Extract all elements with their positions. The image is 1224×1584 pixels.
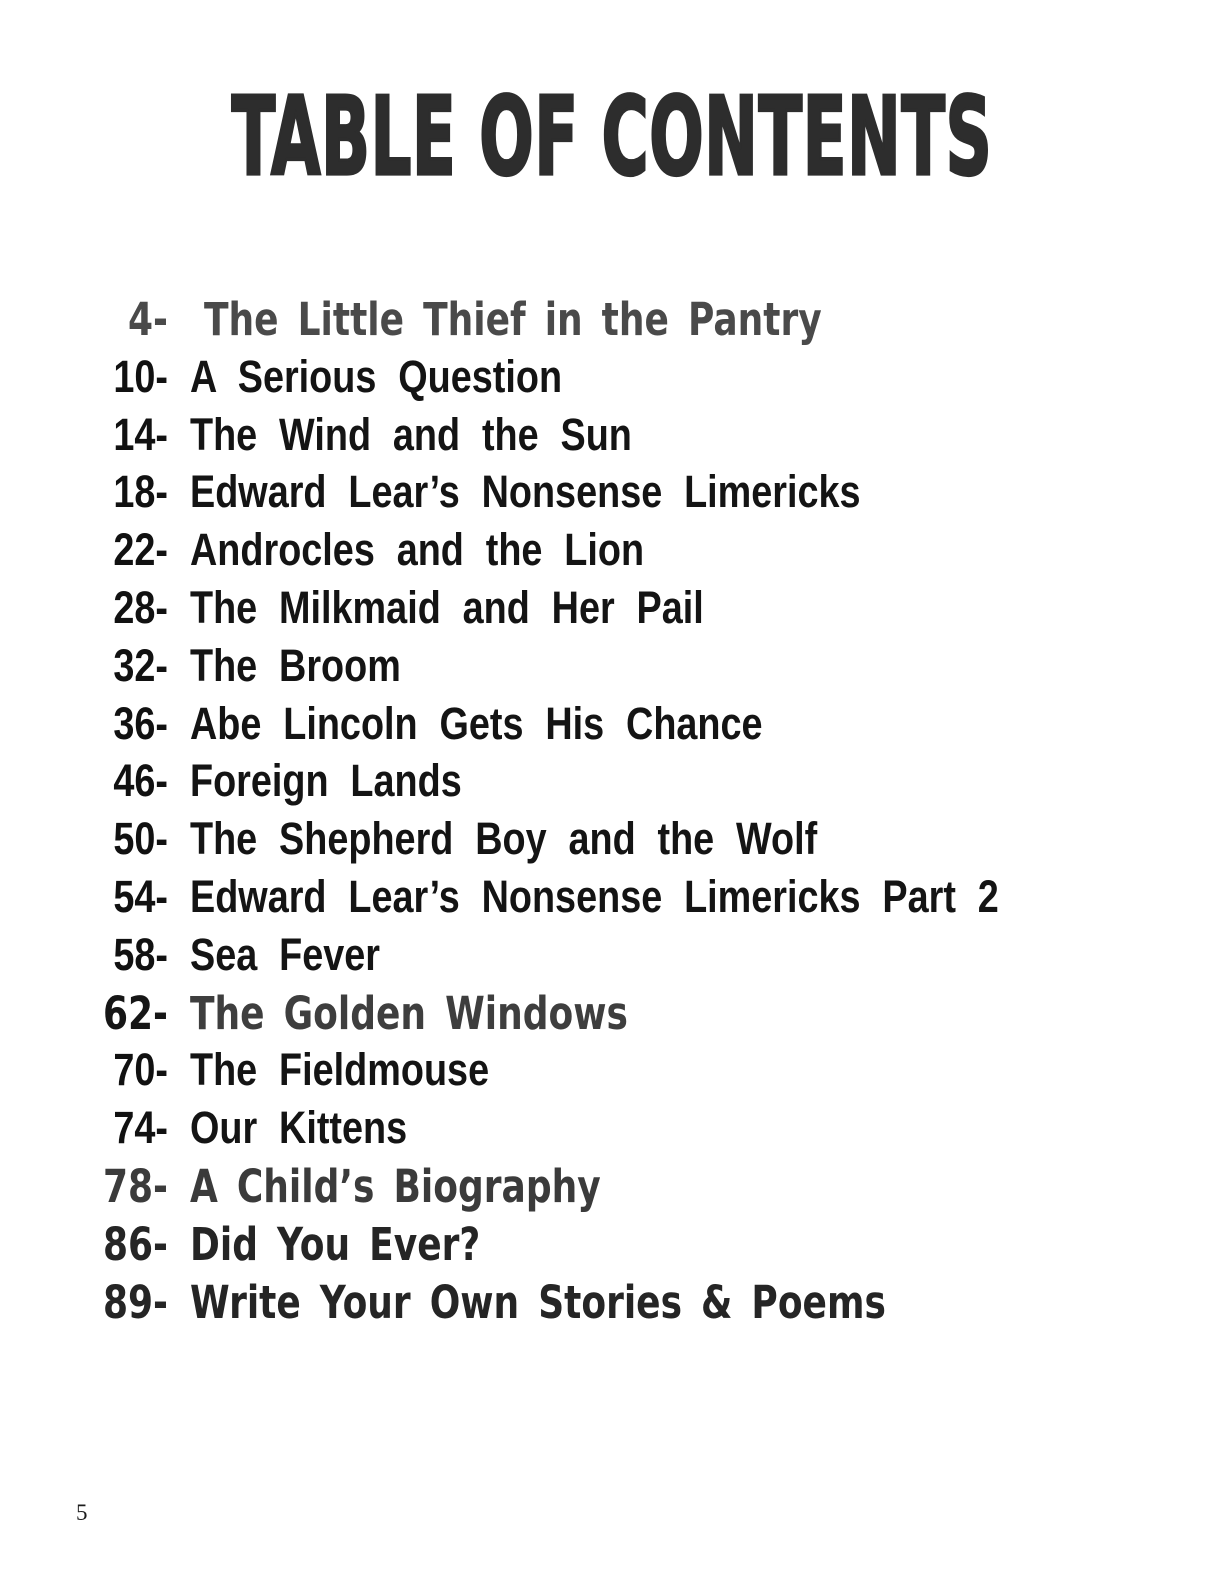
toc-entry-page-number: 4- bbox=[128, 293, 168, 346]
toc-entry-title: The Shepherd Boy and the Wolf bbox=[190, 813, 818, 865]
toc-entry bbox=[84, 351, 1194, 409]
toc-entry-page-number: 89- bbox=[102, 1275, 168, 1329]
toc-entry bbox=[84, 582, 1194, 640]
toc-entry bbox=[84, 409, 1194, 467]
toc-entry-page-number: 54- bbox=[113, 870, 168, 922]
toc-entry-title: Our Kittens bbox=[190, 1102, 408, 1154]
toc-entry-title: Sea Fever bbox=[190, 928, 380, 980]
toc-entry bbox=[84, 813, 1194, 871]
toc-entry-page-number: 74- bbox=[113, 1102, 168, 1154]
toc-entry-title: Write Your Own Stories & Poems bbox=[190, 1275, 886, 1329]
toc-entry-page-number: 86- bbox=[102, 1217, 168, 1271]
toc-entry-page-number: 50- bbox=[113, 813, 168, 865]
toc-entry-title: A Serious Question bbox=[190, 350, 563, 402]
toc-entry bbox=[84, 698, 1194, 756]
toc-entry bbox=[84, 640, 1194, 698]
toc-entry bbox=[84, 755, 1194, 813]
toc-entry bbox=[84, 1044, 1194, 1102]
toc-entry-title: Did You Ever? bbox=[190, 1217, 481, 1271]
toc-entry bbox=[84, 1102, 1194, 1160]
toc-entry bbox=[84, 524, 1194, 582]
toc-entry-title: Androcles and the Lion bbox=[190, 524, 645, 576]
toc-entry-page-number: 14- bbox=[113, 408, 168, 460]
toc-entry bbox=[84, 987, 1194, 1045]
toc-entry-title: The Golden Windows bbox=[190, 986, 628, 1040]
toc-list bbox=[84, 293, 1194, 1333]
toc-entry bbox=[84, 293, 1194, 351]
page-title: TABLE OF CONTENTS bbox=[231, 73, 993, 201]
page-number: 5 bbox=[76, 1500, 88, 1525]
toc-entry bbox=[84, 871, 1194, 929]
toc-entry-page-number: 62- bbox=[102, 986, 168, 1040]
toc-entry-page-number: 10- bbox=[113, 350, 168, 402]
toc-entry-page-number: 22- bbox=[113, 524, 168, 576]
toc-entry-page-number: 46- bbox=[113, 755, 168, 807]
toc-entry-title: The Fieldmouse bbox=[190, 1044, 490, 1096]
toc-entry-page-number: 78- bbox=[102, 1159, 168, 1213]
toc-entry-title: Edward Lear’s Nonsense Limericks bbox=[190, 466, 861, 518]
toc-entry-page-number: 18- bbox=[113, 466, 168, 518]
toc-entry-title: A Child’s Biography bbox=[190, 1159, 601, 1213]
toc-entry-page-number: 32- bbox=[113, 639, 168, 691]
toc-entry-title: Abe Lincoln Gets His Chance bbox=[190, 697, 763, 749]
toc-entry-page-number: 28- bbox=[113, 581, 168, 633]
toc-entry-title: The Broom bbox=[190, 639, 401, 691]
toc-entry-title: The Milkmaid and Her Pail bbox=[190, 581, 704, 633]
toc-entry-title: The Little Thief in the Pantry bbox=[204, 293, 822, 346]
toc-entry-page-number: 58- bbox=[113, 928, 168, 980]
toc-entry-title: The Wind and the Sun bbox=[190, 408, 632, 460]
toc-entry bbox=[84, 1218, 1194, 1276]
toc-entry-page-number: 70- bbox=[113, 1044, 168, 1096]
toc-entry bbox=[84, 929, 1194, 987]
toc-entry bbox=[84, 466, 1194, 524]
toc-entry-title: Foreign Lands bbox=[190, 755, 462, 807]
toc-entry bbox=[84, 1160, 1194, 1218]
toc-entry-title: Edward Lear’s Nonsense Limericks Part 2 bbox=[190, 870, 999, 922]
toc-entry bbox=[84, 1276, 1194, 1334]
toc-entry-page-number: 36- bbox=[113, 697, 168, 749]
